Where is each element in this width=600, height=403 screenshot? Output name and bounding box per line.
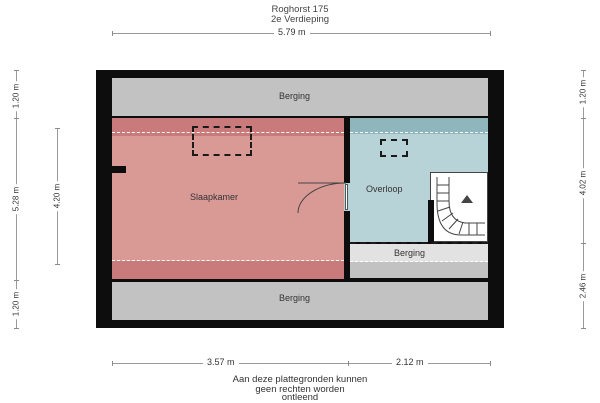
dimension-tick <box>348 361 349 366</box>
door-swing-icon <box>296 180 350 214</box>
dimension-tick <box>112 361 113 366</box>
dimension-tick <box>581 70 586 71</box>
berging-small-low <box>350 262 488 278</box>
skylight-icon <box>380 139 408 157</box>
disclaimer-line: Aan deze plattegronden kunnen <box>232 374 368 385</box>
floor-plan <box>96 70 504 328</box>
dimension-tick <box>55 128 60 129</box>
dimension-tick <box>14 118 19 119</box>
left-bottom-label: 1.20 m <box>12 289 21 319</box>
address-title: Roghorst 175 <box>271 4 329 15</box>
slaapkamer-label: Slaapkamer <box>190 192 239 202</box>
slope-line <box>112 260 344 261</box>
dimension-tick <box>55 264 60 265</box>
berging-bottom-label: Berging <box>279 293 311 303</box>
dimension-tick <box>490 31 491 36</box>
stair-wall <box>428 200 434 242</box>
disclaimer-line: ontleend <box>281 392 319 403</box>
slope-line <box>350 261 488 262</box>
berging-small-label: Berging <box>394 248 426 258</box>
slaapkamer-sloped-bottom <box>112 261 344 279</box>
left-mid-label: 5.28 m <box>12 184 21 214</box>
right-top-label: 1.20 m <box>579 77 588 107</box>
dimension-tick <box>14 280 19 281</box>
overloop-label: Overloop <box>366 184 403 194</box>
right-bottom-label: 2.46 m <box>579 271 588 301</box>
wall-stub <box>112 166 126 173</box>
staircase-icon <box>430 172 488 242</box>
bottom-left-label: 3.57 m <box>203 357 239 367</box>
dimension-tick <box>112 31 113 36</box>
skylight-icon <box>192 126 252 156</box>
dimension-tick <box>14 70 19 71</box>
dimension-tick <box>581 328 586 329</box>
slope-line <box>350 132 488 133</box>
right-mid-label: 4.02 m <box>579 168 588 198</box>
bottom-dimension-line <box>112 363 490 364</box>
left-inner-label: 4.20 m <box>53 181 62 211</box>
top-width-label: 5.79 m <box>274 27 310 37</box>
disclaimer-line: geen rechten worden <box>255 384 345 395</box>
dimension-tick <box>490 361 491 366</box>
bottom-right-label: 2.12 m <box>392 357 428 367</box>
berging-top-label: Berging <box>279 91 311 101</box>
dimension-tick <box>581 243 586 244</box>
floor-title: 2e Verdieping <box>270 14 330 25</box>
dimension-tick <box>14 328 19 329</box>
left-top-label: 1.20 m <box>12 81 21 111</box>
dimension-tick <box>581 118 586 119</box>
